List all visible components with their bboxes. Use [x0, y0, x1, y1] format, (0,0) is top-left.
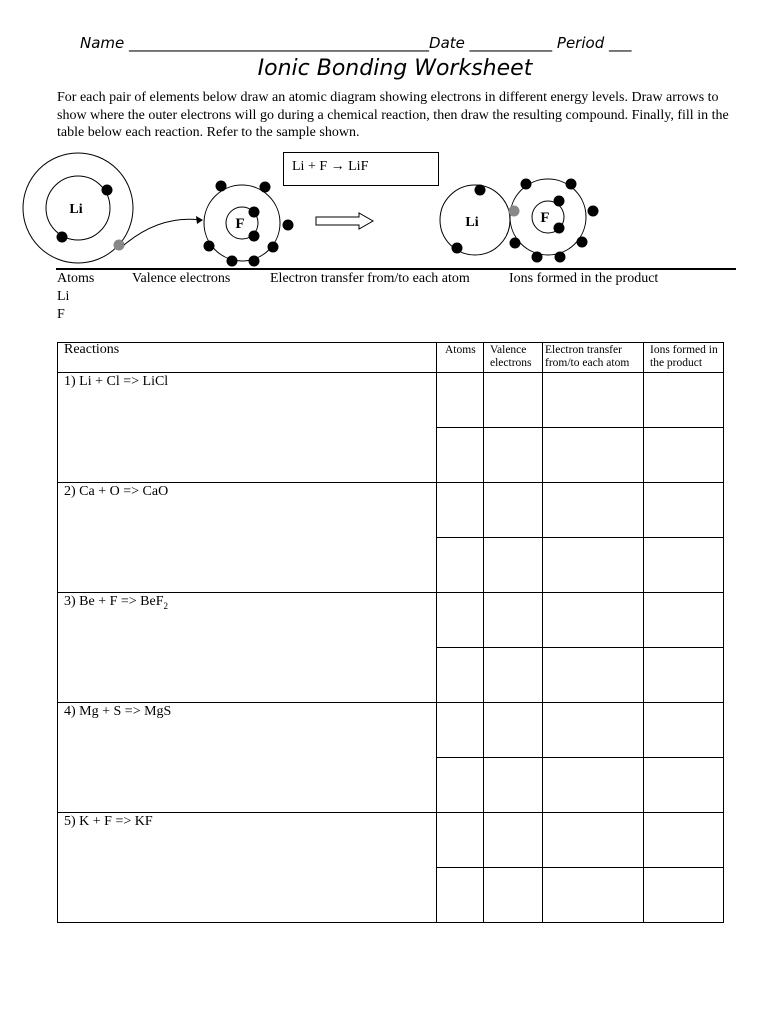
electron [283, 220, 294, 231]
transfer-cell[interactable] [543, 593, 644, 648]
ions-cell[interactable] [644, 373, 724, 428]
sample-row-li: Li [57, 289, 70, 304]
electron [566, 179, 577, 190]
transfer-cell[interactable] [543, 483, 644, 538]
atoms-cell[interactable] [437, 758, 484, 813]
transfer-cell[interactable] [543, 648, 644, 703]
ions-cell[interactable] [644, 538, 724, 593]
sample-equation-box: Li + F → LiF [283, 152, 439, 186]
transfer-cell[interactable] [543, 758, 644, 813]
instructions-text: For each pair of elements below draw an atomic diagram showing electrons in different energy levels. Draw arrows to show where the outer electrons will go during a chemical reaction, then draw the resulting compound. Finally, fill in the table below each reaction. Refer to the sample shown. [57, 90, 729, 140]
header-atoms: Atoms [437, 343, 484, 373]
electron [532, 252, 543, 263]
reaction-4: 4) Mg + S => MgS [58, 703, 437, 813]
sample-header-atoms: Atoms [57, 271, 95, 286]
electron [249, 256, 260, 267]
li-atom [23, 153, 133, 263]
transferred-electron [509, 206, 520, 217]
atoms-cell[interactable] [437, 813, 484, 868]
li-atom-label: Li [69, 202, 83, 217]
transferred-electron [114, 240, 125, 251]
electron [510, 238, 521, 249]
electron [554, 223, 565, 234]
ions-cell[interactable] [644, 813, 724, 868]
electron [588, 206, 599, 217]
electron [102, 185, 113, 196]
reaction-1: 1) Li + Cl => LiCl [58, 373, 437, 483]
transfer-cell[interactable] [543, 538, 644, 593]
valence-cell[interactable] [484, 428, 543, 483]
reaction-3 [58, 593, 437, 703]
ions-cell[interactable] [644, 648, 724, 703]
reaction-3-subscript: 2 [163, 600, 169, 611]
electron [554, 196, 565, 207]
ions-cell[interactable] [644, 428, 724, 483]
ions-cell[interactable] [644, 868, 724, 923]
valence-cell[interactable] [484, 648, 543, 703]
valence-cell[interactable] [484, 868, 543, 923]
reaction-arrow [316, 213, 373, 229]
electron [521, 179, 532, 190]
reaction-5: 5) K + F => KF [58, 813, 437, 923]
sample-row-f: F [57, 307, 65, 322]
electron [227, 256, 238, 267]
atoms-cell[interactable] [437, 483, 484, 538]
electron [452, 243, 463, 254]
electron [555, 252, 566, 263]
valence-cell[interactable] [484, 593, 543, 648]
transfer-cell[interactable] [543, 703, 644, 758]
valence-cell[interactable] [484, 483, 543, 538]
divider [56, 268, 736, 270]
electron [216, 181, 227, 192]
ions-cell[interactable] [644, 703, 724, 758]
ions-cell[interactable] [644, 483, 724, 538]
sample-header-transfer: Electron transfer from/to each atom [270, 271, 470, 286]
header-valence: Valence electrons [484, 343, 543, 373]
valence-cell[interactable] [484, 813, 543, 868]
header-transfer: Electron transfer from/to each atom [543, 343, 644, 373]
transfer-cell[interactable] [543, 868, 644, 923]
reactions-table [57, 342, 724, 923]
atoms-cell[interactable] [437, 593, 484, 648]
reaction-2: 2) Ca + O => CaO [58, 483, 437, 593]
product-f-ion [509, 179, 599, 263]
reaction-3-main: 3) Be + F => BeF [64, 594, 164, 609]
product-li-label: Li [465, 215, 479, 230]
header-name-date-period: Name ________________________________________Date ___________ Period ___ [80, 34, 632, 52]
electron [268, 242, 279, 253]
valence-cell[interactable] [484, 703, 543, 758]
atoms-cell[interactable] [437, 703, 484, 758]
f-atom-label: F [235, 216, 245, 232]
ions-cell[interactable] [644, 593, 724, 648]
product-li-ion [440, 185, 510, 256]
atoms-cell[interactable] [437, 868, 484, 923]
transfer-cell[interactable] [543, 428, 644, 483]
page-title: Ionic Bonding Worksheet [257, 56, 533, 81]
transfer-cell[interactable] [543, 373, 644, 428]
electron [57, 232, 68, 243]
header-reactions: Reactions [58, 343, 437, 373]
electron [260, 182, 271, 193]
atoms-cell[interactable] [437, 373, 484, 428]
electron [204, 241, 215, 252]
valence-cell[interactable] [484, 373, 543, 428]
valence-cell[interactable] [484, 538, 543, 593]
electron [249, 207, 260, 218]
atoms-cell[interactable] [437, 538, 484, 593]
atoms-cell[interactable] [437, 428, 484, 483]
header-ions: Ions formed in the product [644, 343, 724, 373]
product-f-label: F [540, 210, 550, 226]
transfer-cell[interactable] [543, 813, 644, 868]
electron [249, 231, 260, 242]
electron [577, 237, 588, 248]
ions-cell[interactable] [644, 758, 724, 813]
f-atom [204, 181, 294, 267]
sample-header-valence: Valence electrons [132, 271, 231, 286]
transfer-arrow [124, 219, 200, 245]
atoms-cell[interactable] [437, 648, 484, 703]
sample-header-ions: Ions formed in the product [509, 271, 659, 286]
electron [475, 185, 486, 196]
valence-cell[interactable] [484, 758, 543, 813]
